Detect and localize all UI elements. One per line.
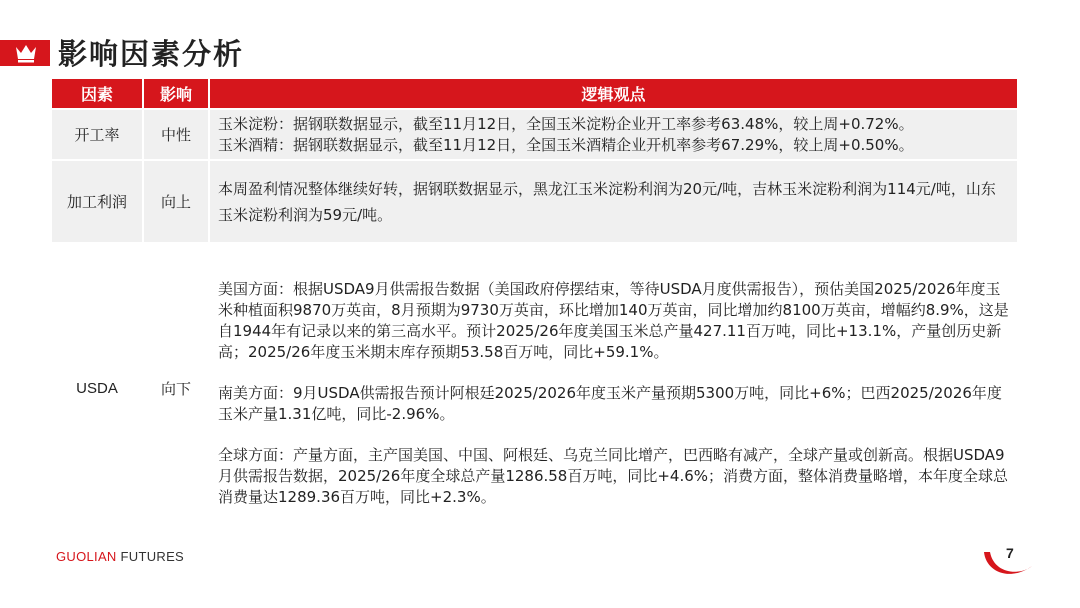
factor-cell: 加工利润 — [52, 159, 144, 242]
logic-paragraph: 美国方面：根据USDA9月供需报告数据（美国政府停摆结束，等待USDA月度供需报告），预估美国2025/2026年度玉米种植面积9870万英亩，8月预期为9730万英亩，环比增加140万英亩，同比增加约8100万英亩，增幅约8.9%，这是自1944年有记录以来的第三高水平。预计2025/26年度美国玉米总产量427.11百万吨，同比+13.1%，产量创历史新高；2025/26年度玉米期末库存预期53.58百万吨，同比+59.1%。 — [218, 279, 1009, 361]
brand-suffix: FUTURES — [116, 549, 185, 564]
impact-cell: 中性 — [144, 108, 210, 159]
logic-cell — [210, 242, 1017, 532]
footer-brand — [56, 549, 184, 564]
title-badge — [0, 40, 50, 66]
impact-cell: 向下 — [144, 242, 210, 532]
table-header-row — [52, 79, 1017, 108]
logic-cell — [210, 108, 1017, 159]
logic-line: 本周盈利情况整体继续好转，据钢联数据显示，黑龙江玉米淀粉利润为20元/吨，吉林玉米淀粉利润为114元/吨，山东玉米淀粉利润为59元/吨。 — [218, 179, 996, 224]
page-title: 影响因素分析 — [58, 37, 245, 71]
impact-cell: 向上 — [144, 159, 210, 242]
logic-cell — [210, 159, 1017, 242]
logic-paragraph: 全球方面：产量方面，主产国美国、中国、阿根廷、乌克兰同比增产，巴西略有减产，全球产量或创新高。根据USDA9月供需报告数据，2025/26年度全球总产量1286.58百万吨，同比+4.6%；消费方面，整体消费量略增，本年度全球总消费量达1289.36百万吨，同比+2.3%。 — [218, 445, 1009, 506]
page-number: 7 — [1006, 545, 1014, 561]
header-logic: 逻辑观点 — [210, 79, 1017, 108]
crown-icon — [14, 43, 38, 63]
table-row — [52, 159, 1017, 242]
factor-table — [52, 79, 1017, 532]
header-factor: 因素 — [52, 79, 144, 108]
logic-line: 玉米淀粉：据钢联数据显示，截至11月12日，全国玉米淀粉企业开工率参考63.48%，较上周+0.72%。 — [218, 114, 914, 133]
table-row — [52, 108, 1017, 159]
header-impact: 影响 — [144, 79, 210, 108]
title-bar — [0, 22, 1080, 78]
factor-cell: USDA — [52, 242, 144, 532]
brand-name: GUOLIAN — [56, 549, 117, 564]
table-row — [52, 242, 1017, 532]
factor-cell: 开工率 — [52, 108, 144, 159]
logic-line: 玉米酒精：据钢联数据显示，截至11月12日，全国玉米酒精企业开机率参考67.29%，较上周+0.50%。 — [218, 135, 914, 154]
logic-paragraph: 南美方面：9月USDA供需报告预计阿根廷2025/2026年度玉米产量预期5300万吨，同比+6%；巴西2025/2026年度玉米产量1.31亿吨，同比-2.96%。 — [218, 383, 1002, 423]
